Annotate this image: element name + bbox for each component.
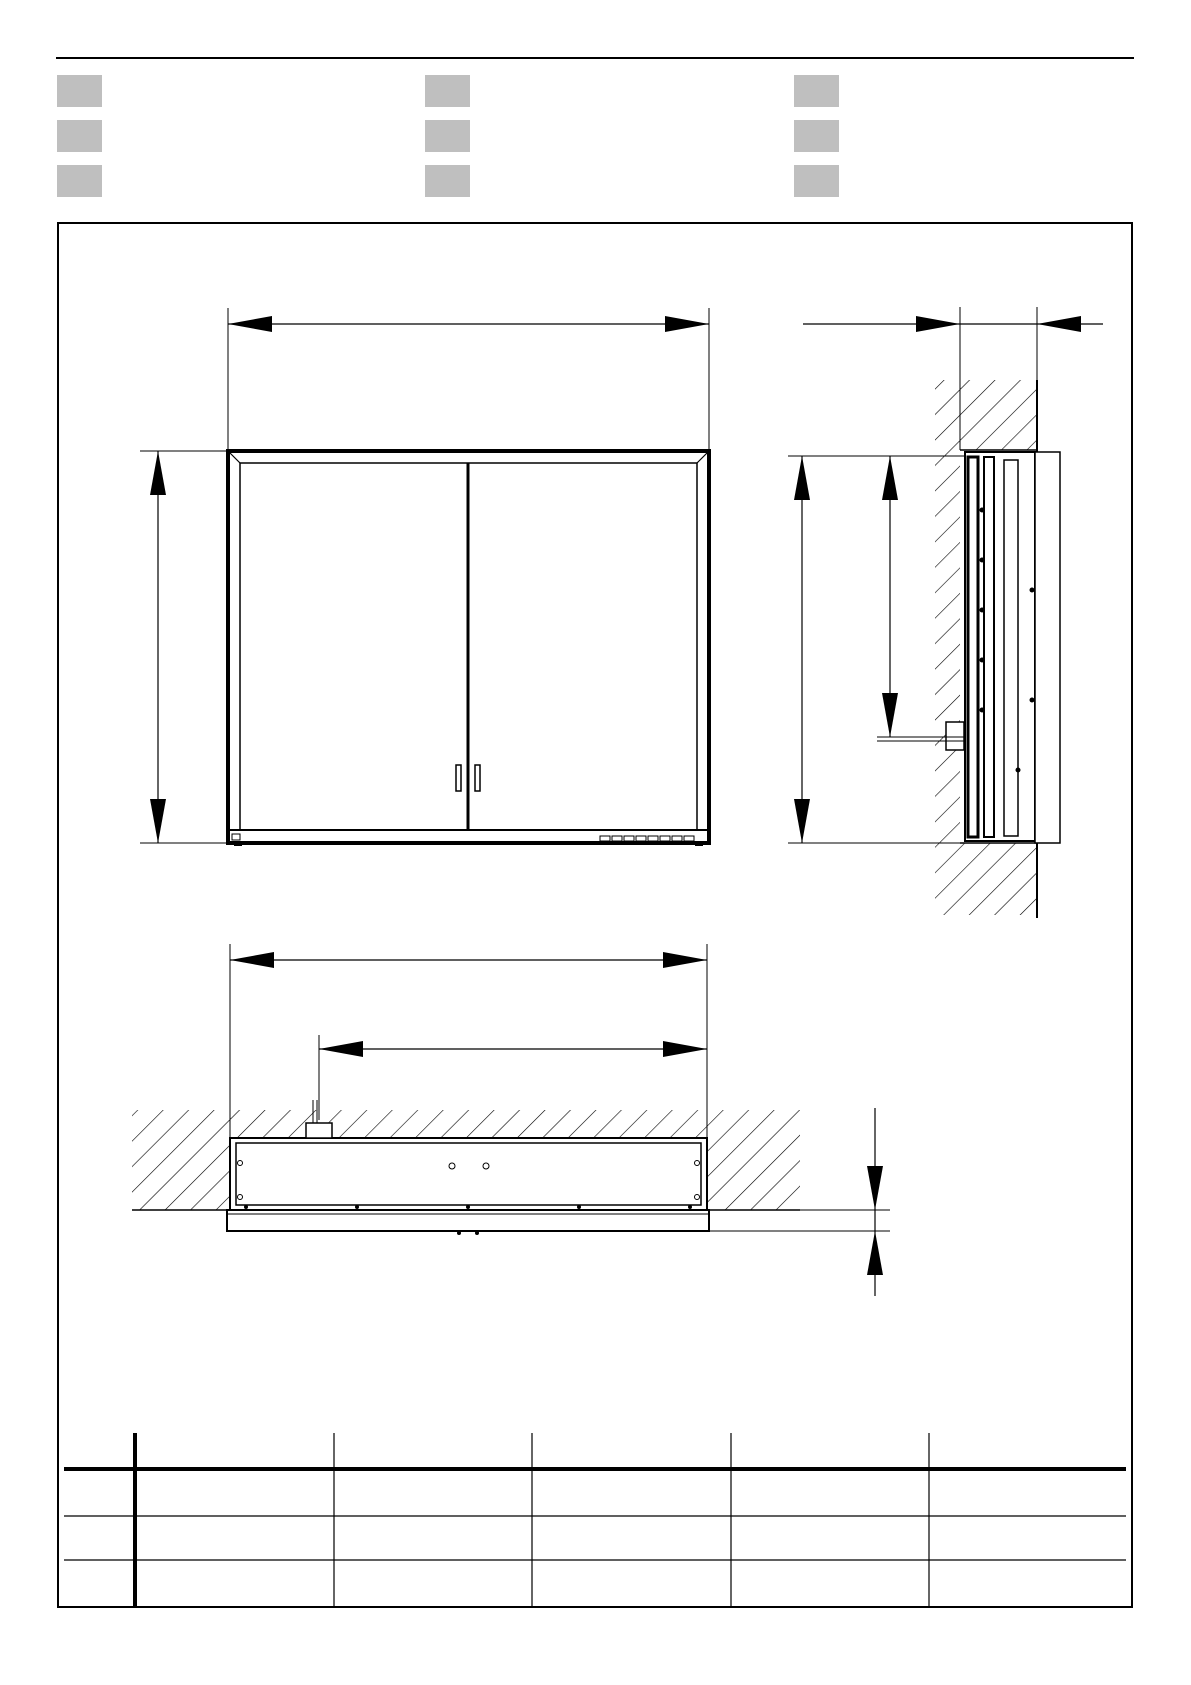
cabinet-side xyxy=(877,452,1060,843)
side-view xyxy=(788,307,1103,918)
front-height-dimension xyxy=(150,451,166,843)
cable-height-dimension xyxy=(882,456,898,737)
cable-offset-dimension xyxy=(319,1041,707,1057)
door-handle-right xyxy=(475,765,480,791)
front-view xyxy=(140,308,709,845)
top-view xyxy=(132,944,890,1296)
door-handle-left xyxy=(456,765,461,791)
front-width-dimension xyxy=(228,316,709,332)
top-depth-dimension xyxy=(867,1108,883,1296)
top-width-dimension xyxy=(230,952,707,968)
side-height-dimension xyxy=(794,456,810,843)
dimension-table xyxy=(64,1433,1126,1606)
cabinet-front xyxy=(228,451,709,845)
